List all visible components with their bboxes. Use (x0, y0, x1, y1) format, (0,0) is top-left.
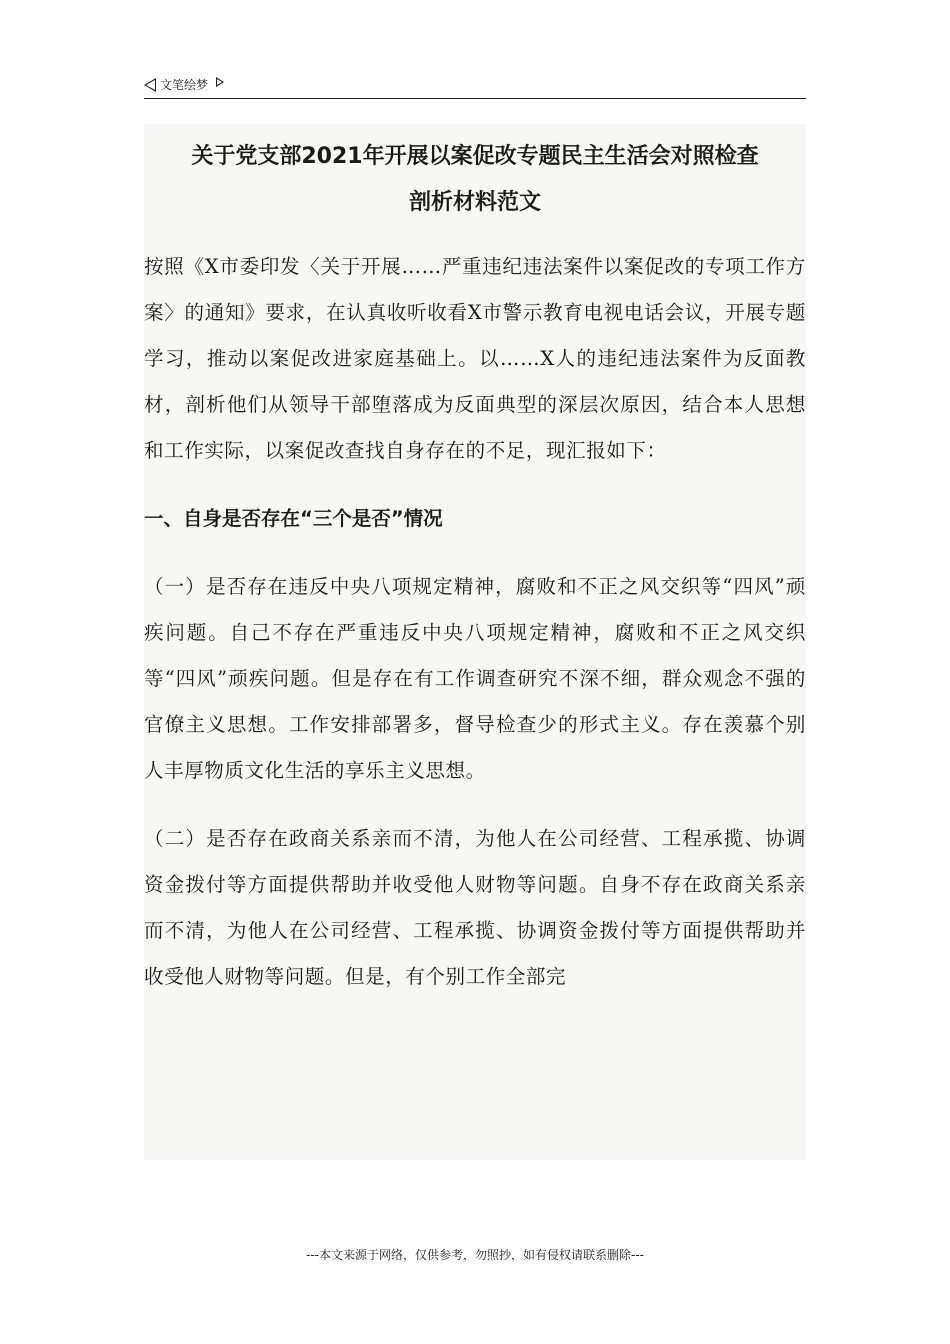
header-brand (144, 76, 224, 93)
title-line-2: 剖析材料范文 (408, 190, 541, 215)
section-item-1: （一）是否存在违反中央八项规定精神，腐败和不正之风交织等“四风”顽疾问题。自己不存在严重违反中央八项规定精神，腐败和不正之风交织等“四风”顽疾问题。但是存在有工作调查研究不深不细，群众观念不强的官僚主义思想。工作安排部署多，督导检查少的形式主义。存在羡慕个别人丰厚物质文化生活的享乐主义思想。 (144, 575, 806, 782)
title-line-1: 关于党支部2021年开展以案促改专题民主生活会对照检查 (191, 144, 759, 169)
page-header (144, 72, 806, 99)
section-item-2: （二）是否存在政商关系亲而不清，为他人在公司经营、工程承揽、协调资金拨付等方面提供帮助并收受他人财物等问题。自身不存在政商关系亲而不清，为他人在公司经营、工程承揽、协调资金拨付等方面提供帮助并收受他人财物等问题。但是，有个别工作全部完 (144, 827, 806, 988)
document-body (144, 124, 806, 1160)
triangle-right-icon (216, 77, 224, 87)
brand-label: 文笔绘梦 (160, 78, 209, 92)
triangle-left-icon (144, 78, 156, 92)
footer-notice: ---本文来源于网络，仅供参考，勿照抄，如有侵权请联系删除--- (306, 1248, 644, 1262)
section-heading-1: 一、自身是否存在“三个是否”情况 (144, 507, 443, 530)
intro-paragraph: 按照《X市委印发〈关于开展……严重违纪违法案件以案促改的专项工作方案〉的通知》要求，在认真收听收看X市警示教育电视电话会议，开展专题学习，推动以案促改进家庭基础上。以……X人的违纪违法案件为反面教材，剖析他们从领导干部堕落成为反面典型的深层次原因，结合本人思想和工作实际，以案促改查找自身存在的不足，现汇报如下： (144, 255, 806, 462)
document-title (144, 124, 806, 226)
